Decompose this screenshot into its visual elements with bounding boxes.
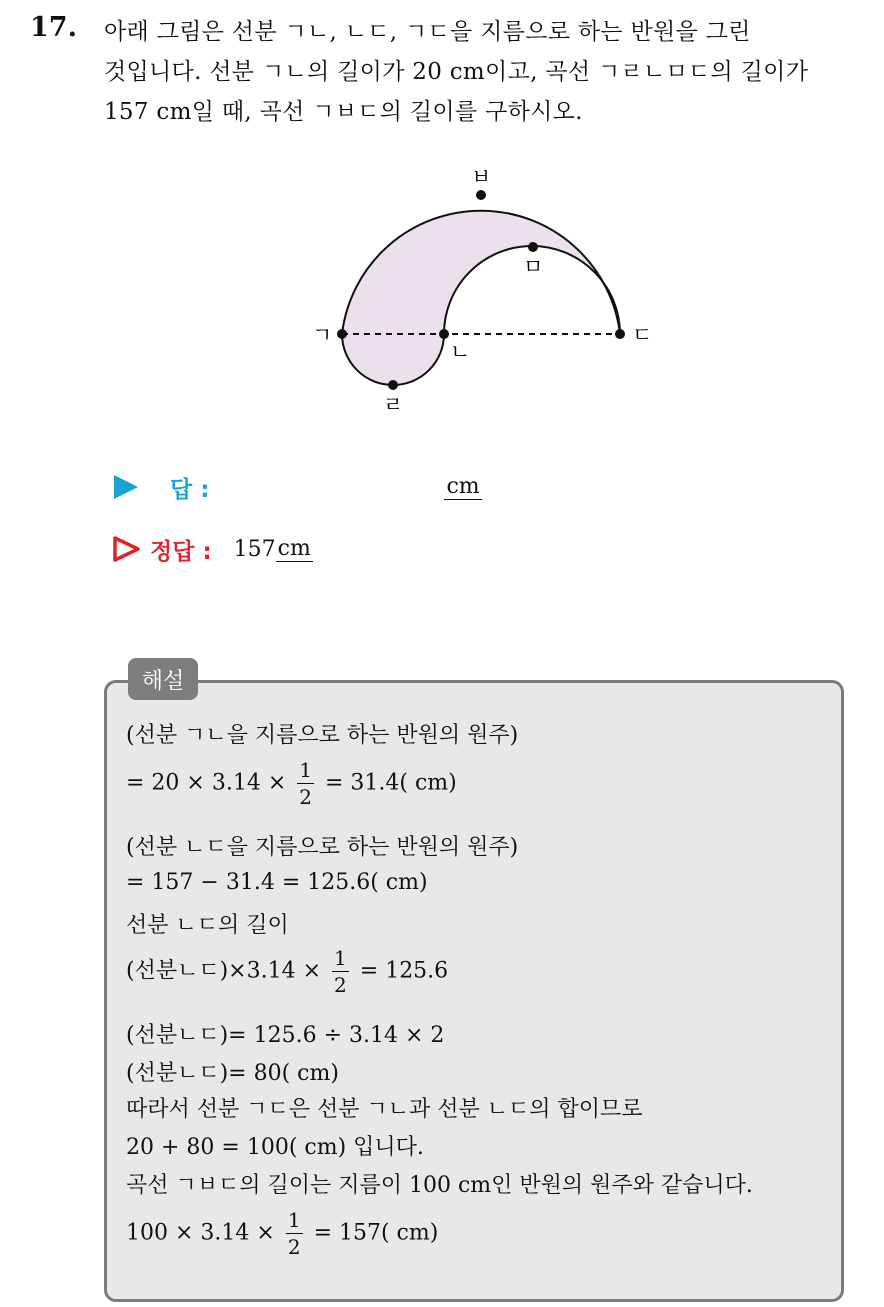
formula-text: = 31.4( cm) bbox=[325, 770, 457, 796]
fraction bbox=[286, 1210, 303, 1257]
fraction-numerator: 1 bbox=[299, 758, 312, 782]
point-d-dot bbox=[615, 329, 625, 339]
solution-line: 곡선 ㄱㅂㄷ의 길이는 지름이 100 cm인 반원의 원주와 같습니다. bbox=[126, 1173, 753, 1198]
point-r-dot bbox=[388, 380, 398, 390]
point-g-dot bbox=[337, 329, 347, 339]
solution-line: (선분 ㄱㄴ을 지름으로 하는 반원의 원주) bbox=[126, 723, 519, 748]
point-d-label: ㄷ bbox=[632, 323, 653, 347]
point-m-dot bbox=[528, 242, 538, 252]
formula-text: 100 × 3.14 × bbox=[126, 1220, 275, 1246]
solution-line: 20 + 80 = 100( cm) 입니다. bbox=[126, 1135, 424, 1160]
answer-input-row bbox=[110, 470, 482, 504]
question-text bbox=[104, 12, 864, 132]
point-g-label: ㄱ bbox=[312, 323, 333, 347]
shaded-region bbox=[342, 211, 620, 385]
formula-text: = 20 × 3.14 × bbox=[126, 770, 287, 796]
correct-answer-unit: cm bbox=[277, 535, 311, 561]
solution-tag: 해설 bbox=[128, 658, 198, 700]
question-line-2: 것입니다. 선분 ㄱㄴ의 길이가 20 cm이고, 곡선 ㄱㄹㄴㅁㄷ의 길이가 bbox=[104, 59, 809, 85]
correct-answer-row bbox=[110, 532, 313, 566]
fraction-numerator: 1 bbox=[287, 1208, 301, 1232]
fraction bbox=[297, 760, 314, 807]
fraction bbox=[332, 948, 349, 995]
fraction-denominator: 2 bbox=[287, 1235, 301, 1259]
solution-line bbox=[126, 760, 457, 807]
solution-line bbox=[126, 1210, 438, 1257]
solution-line: (선분ㄴㄷ)= 125.6 ÷ 3.14 × 2 bbox=[126, 1023, 445, 1048]
solution-line: (선분ㄴㄷ)= 80( cm) bbox=[126, 1061, 339, 1086]
formula-text: = 125.6 bbox=[359, 958, 449, 984]
point-n-dot bbox=[439, 329, 449, 339]
correct-answer-label: 정답 : bbox=[150, 538, 212, 565]
formula-text: (선분ㄴㄷ)×3.14 × bbox=[126, 958, 322, 984]
fraction-denominator: 2 bbox=[299, 785, 312, 809]
answer-unit: cm bbox=[446, 473, 480, 499]
point-b-label: ㅂ bbox=[471, 165, 492, 189]
play-triangle-icon bbox=[110, 470, 144, 504]
correct-answer-value: 157 bbox=[233, 536, 276, 562]
outline-triangle-icon bbox=[110, 532, 144, 566]
solution-line: 선분 ㄴㄷ의 길이 bbox=[126, 913, 289, 938]
solution-line: = 157 − 31.4 = 125.6( cm) bbox=[126, 870, 428, 895]
semicircle-figure bbox=[290, 150, 670, 430]
point-n-label: ㄴ bbox=[450, 340, 471, 364]
solution-line bbox=[126, 948, 448, 995]
point-r-label: ㄹ bbox=[383, 393, 404, 417]
question-line-1: 아래 그림은 선분 ㄱㄴ, ㄴㄷ, ㄱㄷ을 지름으로 하는 반원을 그린 bbox=[104, 19, 751, 45]
point-m-label: ㅁ bbox=[523, 255, 544, 279]
fraction-numerator: 1 bbox=[334, 946, 347, 970]
point-b-dot bbox=[476, 190, 486, 200]
answer-label: 답 : bbox=[170, 476, 210, 503]
question-number: 17. bbox=[30, 12, 77, 43]
solution-line: (선분 ㄴㄷ을 지름으로 하는 반원의 원주) bbox=[126, 835, 519, 860]
question-line-3: 157 cm일 때, 곡선 ㄱㅂㄷ의 길이를 구하시오. bbox=[104, 99, 583, 125]
fraction-denominator: 2 bbox=[334, 973, 347, 997]
solution-line: 따라서 선분 ㄱㄷ은 선분 ㄱㄴ과 선분 ㄴㄷ의 합이므로 bbox=[126, 1097, 643, 1122]
formula-text: = 157( cm) bbox=[313, 1220, 439, 1246]
